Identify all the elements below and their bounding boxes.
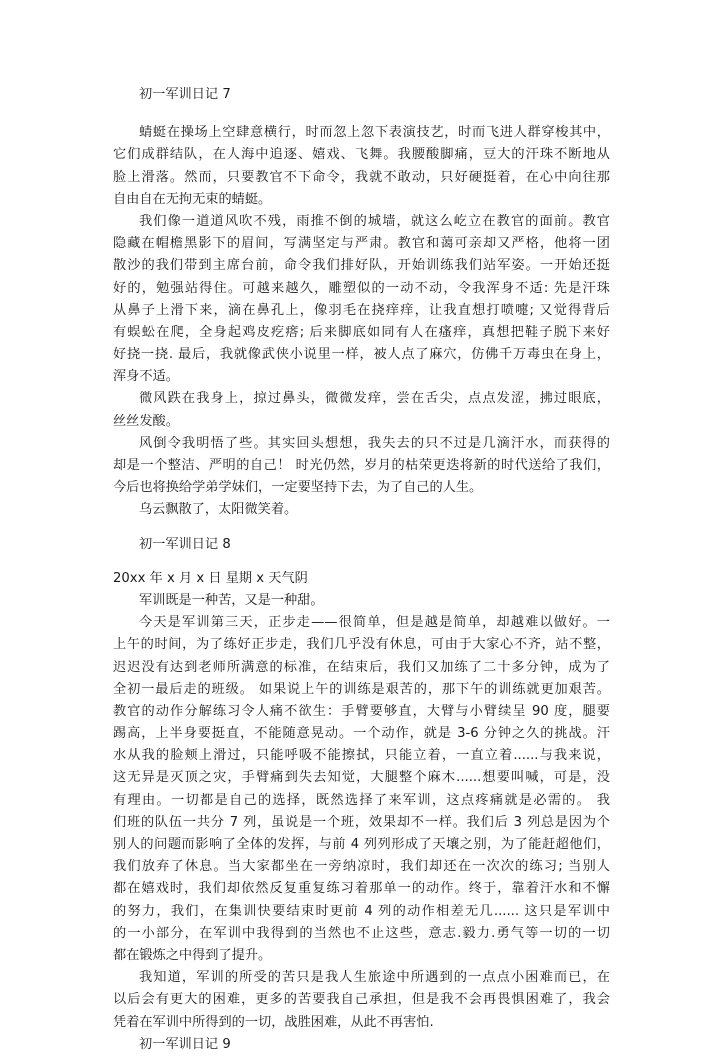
paragraph-line: 以后会有更大的困难，更多的苦要我自己承担，但是我不会再畏惧困难了，我会 xyxy=(113,992,610,1008)
paragraph-line: 丝丝发酸。 xyxy=(113,413,179,429)
paragraph-line: 好挠一挠. 最后，我就像武侠小说里一样，被人点了麻穴，仿佛千万毒虫在身上， xyxy=(113,347,610,363)
paragraph-line: 有蜈蚣在爬，全身起鸡皮疙瘩; 后来脚底如同有人在瘙痒，真想把鞋子脱下来好 xyxy=(113,324,610,340)
spacer xyxy=(113,556,610,568)
paragraph-line: 上午的时间，为了练好正步走，我们几乎没有休息，可由于大家心不齐，站不整， xyxy=(113,637,610,653)
document-body xyxy=(113,84,610,1056)
paragraph-line: 们班的队伍一共分 7 列，虽说是一个班，效果却不一样。我们后 3 列总是因为个 xyxy=(113,814,610,830)
paragraph-line: 乌云飘散了，太阳微笑着。 xyxy=(139,502,298,518)
paragraph-line: 我们像一道道风吹不残，雨推不倒的城墙，就这么屹立在教官的面前。教官 xyxy=(139,213,610,229)
paragraph-line: 自由自在无拘无束的蜻蜓。 xyxy=(113,191,272,207)
paragraph-line: 浑身不适。 xyxy=(113,369,179,385)
paragraph-line: 我知道，军训的所受的苦只是我人生旅途中所遇到的一点点小困难而已，在 xyxy=(139,970,610,986)
paragraph-line: 有理由。一切都是自己的选择，既然选择了来军训，这点疼痛就是必需的。 我 xyxy=(113,792,610,808)
paragraph-line: 今天是军训第三天，正步走——很简单，但是越是简单，却越难以做好。一 xyxy=(139,615,610,631)
paragraph-line: 脸上滑落。然而，只要教官不下命令，我就不敢动，只好硬挺着，在心中向往那 xyxy=(113,169,610,185)
paragraph-line: 这无异是灭顶之灾，手臂痛到失去知觉，大腿整个麻木......想要叫喊，可是，没 xyxy=(113,770,610,786)
paragraph-line: 军训既是一种苦，又是一种甜。 xyxy=(139,592,324,608)
paragraph-line: 蜻蜓在操场上空肆意横行，时而忽上忽下表演技艺，时而飞进人群穿梭其中， xyxy=(139,125,610,141)
spacer xyxy=(113,106,610,122)
paragraph-line: 凭着在军训中所得到的一切，战胜困难，从此不再害怕. xyxy=(113,1014,434,1030)
spacer xyxy=(113,522,610,534)
section-title: 初一军训日记 7 xyxy=(139,87,231,102)
paragraph-line: 微风跌在我身上，掠过鼻头，微微发痒，尝在舌尖，点点发涩，拂过眼底， xyxy=(139,391,610,407)
paragraph-line: 却是一个整洁、严明的自己！ 时光仍然，岁月的枯荣更迭将新的时代送给了我们， xyxy=(113,458,610,473)
paragraph-line: 水从我的脸颊上滑过，只能呼吸不能擦拭，只能立着，一直立着......与我来说， xyxy=(113,748,610,764)
paragraph-line: 隐藏在帽檐黑影下的眉间，写满坚定与严肃。教官和蔼可亲却又严格，他将一团 xyxy=(113,236,610,252)
paragraph-line: 踢高，上半身要挺直，不能随意晃动。一个动作，就是 3-6 分钟之久的挑战。汗 xyxy=(113,726,610,742)
paragraph-line: 从鼻子上滑下来，滴在鼻孔上，像羽毛在挠痒痒，让我直想打喷嚏; 又觉得背后 xyxy=(113,302,610,318)
paragraph-line: 别人的问题而影响了全体的发挥，与前 4 列列形成了天壤之别，为了能赶超他们， xyxy=(113,837,610,852)
paragraph-line: 的一小部分，在军训中我得到的当然也不止这些，意志.毅力.勇气等一切的一切 xyxy=(113,925,610,941)
section-title: 初一军训日记 8 xyxy=(139,536,231,552)
date-weather-line: 20xx 年 x 月 x 日 星期 x 天气阴 xyxy=(113,570,308,586)
paragraph-line: 风倒令我明悟了些。其实回头想想，我失去的只不过是几滴汗水，而获得的 xyxy=(139,435,610,451)
paragraph-line: 它们成群结队，在人海中追逐、嬉戏、飞舞。我腰酸脚痛，豆大的汗珠不断地从 xyxy=(113,147,610,163)
paragraph-line: 的努力，我们，在集训快要结束时更前 4 列的动作相差无几...... 这只是军训中 xyxy=(113,903,610,919)
paragraph-line: 散沙的我们带到主席台前，命令我们排好队，开始训练我们站军姿。一开始还挺 xyxy=(113,258,610,274)
paragraph-line: 迟迟没有达到老师所满意的标准，在结束后，我们又加练了二十多分钟，成为了 xyxy=(113,659,610,675)
paragraph-line: 都在锻炼之中得到了提升。 xyxy=(113,947,272,963)
paragraph-line: 教官的动作分解练习令人痛不欲生：手臂要够直，大臂与小臂续呈 90 度，腿要 xyxy=(113,703,610,719)
paragraph-line: 都在嬉戏时，我们却依然反复重复练习着那单一的动作。终于，靠着汗水和不懈 xyxy=(113,881,610,897)
paragraph-line: 全初一最后走的班级。 如果说上午的训练是艰苦的，那下午的训练就更加艰苦。 xyxy=(113,681,610,697)
paragraph-line: 我们放弃了休息。当大家都坐在一旁纳凉时，我们却还在一次次的练习; 当别人 xyxy=(113,859,610,875)
paragraph-line: 好的，勉强站得住。可越来越久，雕塑似的一动不动，令我浑身不适: 先是汗珠 xyxy=(113,280,610,296)
section-title: 初一军训日记 9 xyxy=(139,1036,231,1052)
paragraph-line: 今后也将换给学弟学妹们，一定要坚持下去，为了自己的人生。 xyxy=(113,480,483,496)
